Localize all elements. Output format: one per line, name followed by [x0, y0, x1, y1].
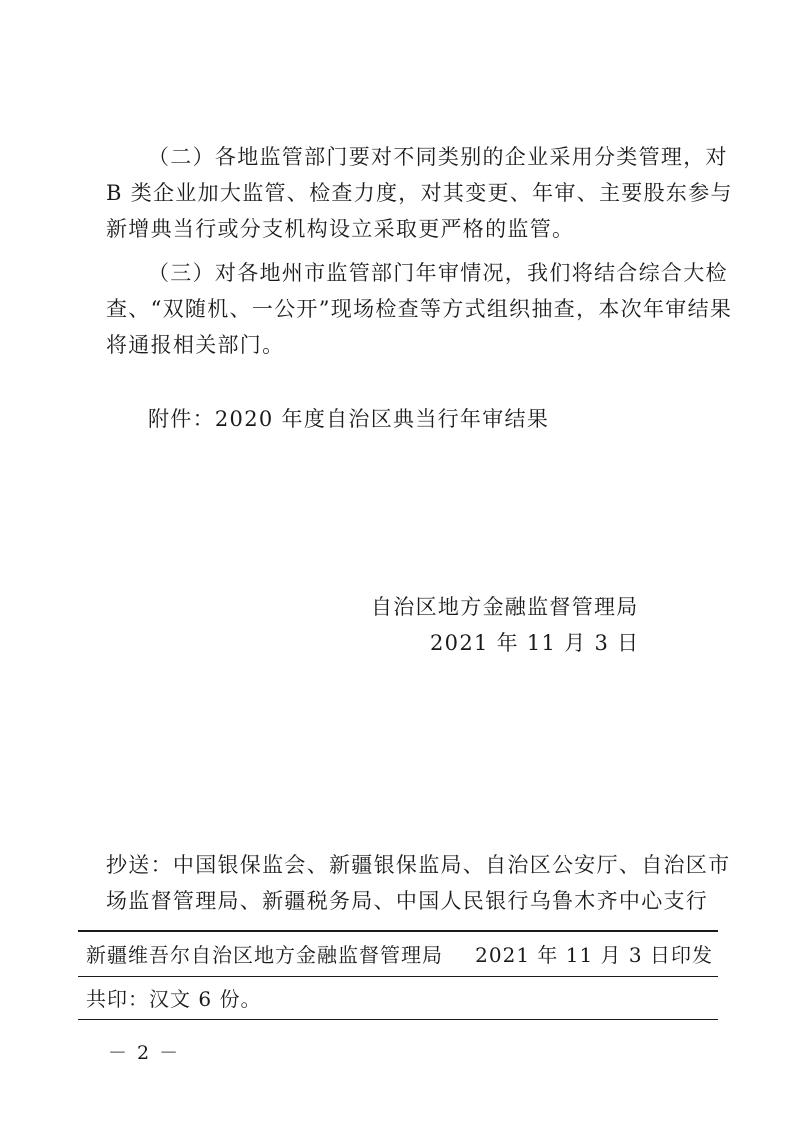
footer-issue-date: 2021 年 11 月 3 日印发 [475, 943, 713, 967]
paragraph-2-line-2: B 类企业加大监管、检查力度，对其变更、年审、主要股东参与 [106, 181, 733, 205]
footer-copies: 共印：汉文 6 份。 [86, 987, 262, 1011]
footer-issuing-office: 新疆维吾尔自治区地方金融监督管理局 [86, 943, 443, 967]
footer-middle-rule [78, 976, 718, 977]
signature-date: 2021 年 11 月 3 日 [430, 631, 640, 655]
footer-top-rule [78, 930, 718, 932]
paragraph-3-line-3: 将通报相关部门。 [106, 333, 285, 357]
attachment-line: 附件：2020 年度自治区典当行年审结果 [148, 407, 550, 431]
cc-line-1: 抄送：中国银保监会、新疆银保监局、自治区公安厅、自治区市 [106, 853, 731, 877]
footer-bottom-rule [78, 1019, 718, 1020]
paragraph-2-line-1: （二）各地监管部门要对不同类别的企业采用分类管理，对 [148, 145, 728, 169]
page-number: － 2 － [108, 1042, 181, 1064]
cc-line-2: 场监督管理局、新疆税务局、中国人民银行乌鲁木齐中心支行 [106, 889, 709, 913]
paragraph-3-line-2: 查、“双随机、一公开”现场检查等方式组织抽查，本次年审结果 [106, 297, 733, 321]
paragraph-3-line-1: （三）对各地州市监管部门年审情况，我们将结合综合大检 [148, 261, 728, 285]
paragraph-2-line-3: 新增典当行或分支机构设立采取更严格的监管。 [106, 217, 575, 241]
issuer-signature: 自治区地方金融监督管理局 [371, 595, 639, 619]
